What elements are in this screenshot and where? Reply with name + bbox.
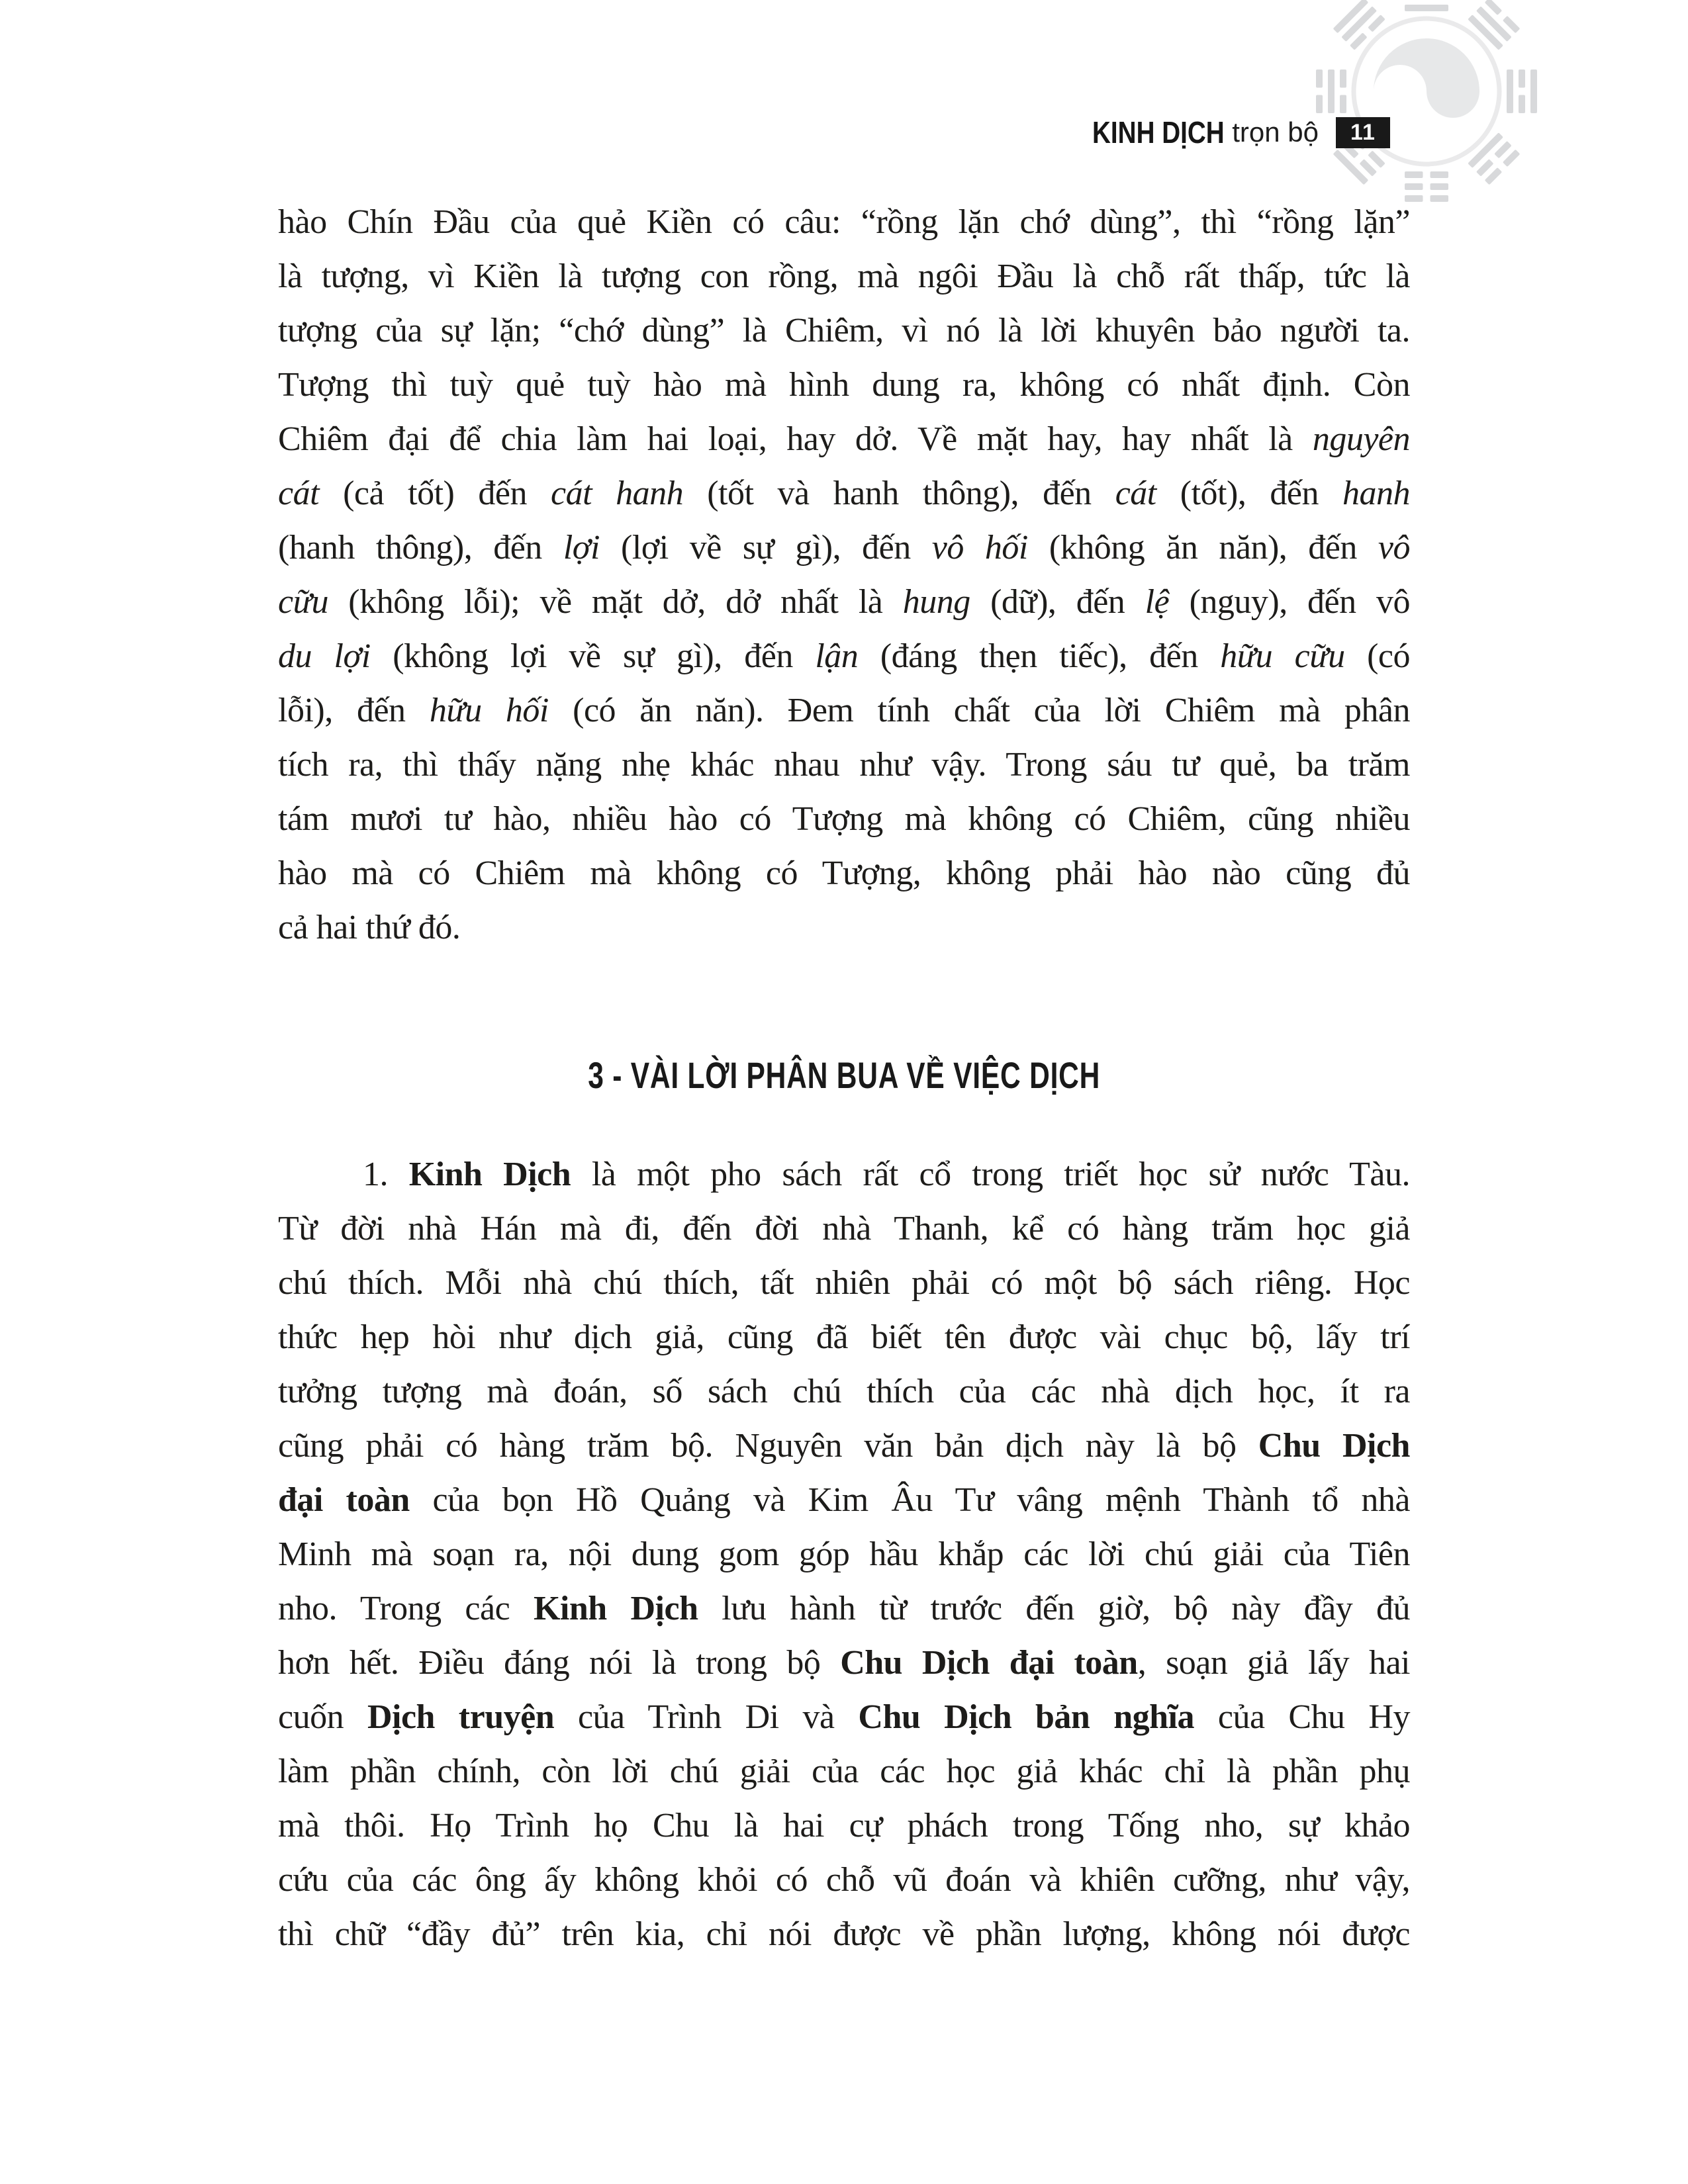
text-run: là tượng, vì Kiền là tượng con rồng, mà ngôi Đầu là chỗ rất thấp, tức là [278,257,1410,295]
text-run: cứu của các ông ấy không khỏi có chỗ vũ đoán và khiên cưỡng, như vậy, [278,1861,1410,1899]
text-run: nguyên [1312,420,1410,458]
section-heading-text: 3 - VÀI LỜI PHÂN BUA VỀ VIỆC DỊCH [588,1054,1100,1096]
text-run: của bọn Hồ Quảng và Kim Âu Tư vâng mệnh Thành tổ nhà [432,1481,1410,1519]
text-run: 1. [363,1156,409,1193]
text-line [278,738,1410,792]
text-run: lận [815,637,880,675]
text-run: lệ [1145,583,1190,621]
text-run: Tượng thì tuỳ quẻ tuỳ hào mà hình dung ra, không có nhất định. Còn [278,366,1410,404]
text-run: hơn hết. Điều đáng nói là trong bộ [278,1644,841,1682]
text-line [278,412,1410,467]
text-line [278,575,1410,629]
text-run: Chu Dịch bản nghĩa [858,1698,1218,1736]
text-run: cát hanh [551,475,708,512]
text-run: (tốt và hanh thông), đến [707,475,1115,512]
text-run: hữu cữu [1220,637,1368,675]
text-run: hào mà có Chiêm mà không có Tượng, không phải hào nào cũng đủ [278,854,1410,892]
page-header [1067,116,1390,148]
text-run: Kinh Dịch [408,1156,592,1193]
text-run: hữu hối [429,692,573,729]
text-run: Minh mà soạn ra, nội dung gom góp hầu khắp các lời chú giải của Tiên [278,1535,1410,1573]
text-line [278,1202,1410,1256]
text-run: (hanh thông), đến [278,529,563,567]
text-run: cát [278,475,344,512]
text-run: Kinh Dịch [533,1590,722,1627]
text-run: (tốt), đến [1180,475,1343,512]
text-line [278,521,1410,575]
section-heading [278,1054,1410,1097]
text-line [278,792,1410,846]
text-run: (nguy), đến vô [1189,583,1410,621]
text-run: làm phần chính, còn lời chú giải của các học giả khác chỉ là phần phụ [278,1752,1410,1790]
text-run: cuốn [278,1698,367,1736]
text-run: chú thích. Mỗi nhà chú thích, tất nhiên phải có một bộ sách riêng. Học [278,1264,1410,1302]
text-run: cả hai thứ đó. [278,909,461,946]
text-run: lỗi), đến [278,692,430,729]
text-run: cữu [278,583,349,621]
text-line [278,1256,1410,1310]
page-number: 11 [1350,119,1376,145]
text-line [278,629,1410,684]
text-line [278,1365,1410,1419]
text-run: Từ đời nhà Hán mà đi, đến đời nhà Thanh, kể có hàng trăm học giả [278,1210,1410,1248]
text-run: hung [902,583,991,621]
book-subtitle: trọn bộ [1232,116,1319,148]
text-line [278,1745,1410,1799]
text-run: (đáng thẹn tiếc), đến [880,637,1221,675]
book-title: KINH DỊCH [1092,115,1225,150]
paragraph-kinh-dich-intro [278,1148,1410,1962]
text-line [278,901,1410,955]
text-run: du lợi [278,637,393,675]
text-run: vô hối [931,529,1049,567]
text-run: Chu Dịch đại toàn [840,1644,1138,1682]
text-run: (không lỗi); về mặt dở, dở nhất là [348,583,903,621]
text-run: (dữ), đến [990,583,1145,621]
text-run: (không ăn năn), đến [1049,529,1378,567]
text-run: hanh [1342,475,1411,512]
text-run: thức hẹp hòi như dịch giả, cũng đã biết tên được vài chục bộ, lấy trí [278,1318,1410,1356]
text-run: Dịch truyện [367,1698,578,1736]
text-run: cũng phải có hàng trăm bộ. Nguyên văn bản dịch này là bộ [278,1427,1258,1465]
text-run: cát [1115,475,1180,512]
text-line [278,250,1410,304]
text-line [278,1527,1410,1582]
text-line [278,358,1410,412]
text-line [278,684,1410,738]
text-run: của Trình Di và [577,1698,859,1736]
text-line [278,846,1410,901]
text-line [278,467,1410,521]
text-run: lợi [563,529,622,567]
text-run: tượng của sự lặn; “chớ dùng” là Chiêm, vì nó là lời khuyên bảo người ta. [278,312,1410,349]
text-line [278,1636,1410,1690]
text-run: tưởng tượng mà đoán, số sách chú thích của các nhà dịch học, ít ra [278,1373,1410,1410]
text-line [278,304,1410,358]
text-run: (lợi về sự gì), đến [621,529,932,567]
text-run: tích ra, thì thấy nặng nhẹ khác nhau như vậy. Trong sáu tư quẻ, ba trăm [278,746,1410,784]
text-run: thì chữ “đầy đủ” trên kia, chỉ nói được về phần lượng, không nói được [278,1915,1410,1953]
text-run: Chiêm đại để chia làm hai loại, hay dở. Về mặt hay, hay nhất là [278,420,1313,458]
text-line [278,1473,1410,1527]
text-line [278,1310,1410,1365]
text-line [278,1853,1410,1907]
text-run: đại toàn [278,1481,433,1519]
text-run: hào Chín Đầu của quẻ Kiền có câu: “rồng lặn chớ dùng”, thì “rồng lặn” [278,203,1410,241]
text-line [278,1582,1410,1636]
text-line [278,1907,1410,1962]
text-line [278,1419,1410,1473]
text-run: tám mươi tư hào, nhiều hào có Tượng mà không có Chiêm, cũng nhiều [278,800,1410,838]
text-run: (có [1367,637,1410,675]
text-run: (không lợi về sự gì), đến [393,637,816,675]
text-run: là một pho sách rất cổ trong triết học sử nước Tàu. [591,1156,1410,1193]
text-line [278,1690,1410,1745]
text-line [278,1148,1410,1202]
page-number-badge [1336,117,1390,148]
text-run: Chu Dịch [1258,1427,1410,1465]
text-line [278,1799,1410,1853]
text-run: vô [1378,529,1410,567]
text-run: nho. Trong các [278,1590,534,1627]
text-run: (cả tốt) đến [343,475,551,512]
text-run: của Chu Hy [1217,1698,1410,1736]
paragraph-tuong-chiem [278,195,1410,955]
text-run: mà thôi. Họ Trình họ Chu là hai cự phách trong Tống nho, sự khảo [278,1807,1410,1844]
text-run: , soạn giả lấy hai [1137,1644,1410,1682]
text-run: (có ăn năn). Đem tính chất của lời Chiêm mà phân [573,692,1410,729]
text-run: lưu hành từ trước đến giờ, bộ này đầy đủ [722,1590,1410,1627]
text-line [278,195,1410,250]
